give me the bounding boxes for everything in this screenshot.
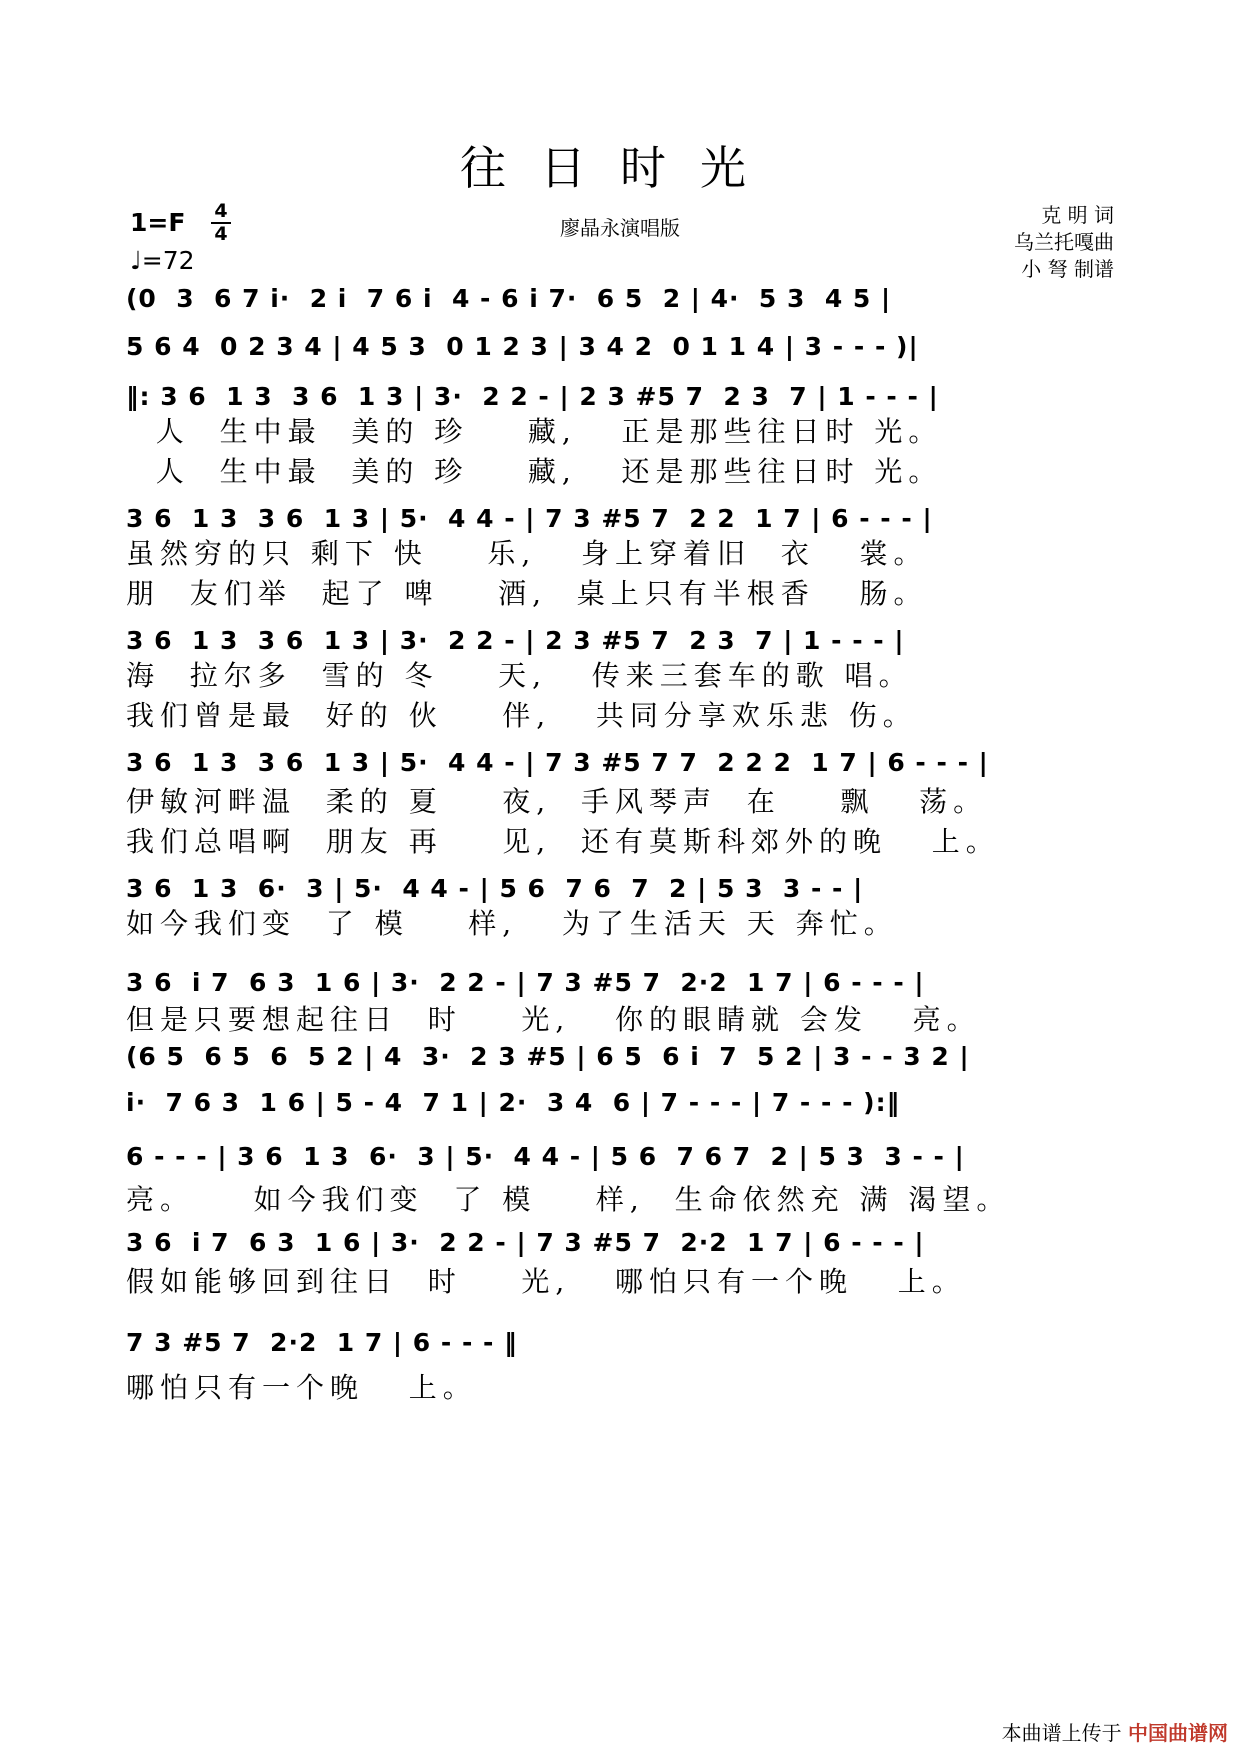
footer-watermark <box>1002 1717 1228 1746</box>
tempo-marking: ♩=72 <box>130 246 195 275</box>
lyric-line: 如今我们变 了 模 样, 为了生活天 天 奔忙。 <box>126 907 898 940</box>
lyricist-credit: 克 明 词 <box>1041 203 1114 227</box>
transcriber-credit: 小 弩 制谱 <box>1021 257 1114 281</box>
lyric-line: 但是只要想起往日 时 光, 你的眼睛就 会发 亮。 <box>126 1003 981 1036</box>
version-subtitle: 廖晶永演唱版 <box>560 216 680 240</box>
notation-line: ‖: 3 6 1 3 3 6 1 3 | 3· 2 2 - | 2 3 #5 7 2 3 7 | 1 - - - | <box>126 382 939 411</box>
lyric-line: 伊敏河畔温 柔的 夏 夜, 手风琴声 在 飘 荡。 <box>126 785 988 818</box>
lyric-line: 我们总唱啊 朋友 再 见, 还有莫斯科郊外的晚 上。 <box>126 825 1000 858</box>
notation-line: i· 7 6 3 1 6 | 5 - 4 7 1 | 2· 3 4 6 | 7 - - - | 7 - - - ):‖ <box>126 1088 901 1117</box>
notation-line: 6 - - - | 3 6 1 3 6· 3 | 5· 4 4 - | 5 6 7 6 7 2 | 5 3 3 - - | <box>126 1142 965 1171</box>
lyric-line: 海 拉尔多 雪的 冬 天, 传来三套车的歌 唱。 <box>126 659 913 692</box>
notation-line: 7 3 #5 7 2·2 1 7 | 6 - - - ‖ <box>126 1328 518 1357</box>
notation-line: 5 6 4 0 2 3 4 | 4 5 3 0 1 2 3 | 3 4 2 0 1 1 4 | 3 - - - )| <box>126 332 919 361</box>
notation-line: 3 6 1 3 3 6 1 3 | 3· 2 2 - | 2 3 #5 7 2 3 7 | 1 - - - | <box>126 626 905 655</box>
song-title: 往日时光 <box>460 141 780 195</box>
lyric-line: 我们曾是最 好的 伙 伴, 共同分享欢乐悲 伤。 <box>126 699 917 732</box>
site-logo-text: 中国曲谱网 <box>1128 1721 1228 1745</box>
lyric-line: 朋 友们举 起了 啤 酒, 桌上只有半根香 肠。 <box>126 577 928 610</box>
composer-credit: 乌兰托嘎曲 <box>1014 230 1114 254</box>
notation-line: 3 6 1 3 6· 3 | 5· 4 4 - | 5 6 7 6 7 2 | 5 3 3 - - | <box>126 874 864 903</box>
notation-line: 3 6 i 7 6 3 1 6 | 3· 2 2 - | 7 3 #5 7 2·2 1 7 | 6 - - - | <box>126 1228 925 1257</box>
notation-line: 3 6 i 7 6 3 1 6 | 3· 2 2 - | 7 3 #5 7 2·2 1 7 | 6 - - - | <box>126 968 925 997</box>
notation-line: 3 6 1 3 3 6 1 3 | 5· 4 4 - | 7 3 #5 7 2 2 1 7 | 6 - - - | <box>126 504 933 533</box>
lyric-line: 虽然穷的只 剩下 快 乐, 身上穿着旧 衣 裳。 <box>126 537 928 570</box>
notation-line: (0 3 6 7 i· 2 i 7 6 i 4 - 6 i 7· 6 5 2 | 4· 5 3 4 5 | <box>126 284 892 313</box>
upload-note: 本曲谱上传于 <box>1001 1721 1122 1745</box>
lyric-line: 亮。 如今我们变 了 模 样, 生命依然充 满 渴望。 <box>126 1183 1011 1216</box>
lyric-line: 人 生中最 美的 珍 藏, 正是那些往日时 光。 <box>126 415 943 448</box>
lyric-line: 假如能够回到往日 时 光, 哪怕只有一个晚 上。 <box>126 1265 966 1298</box>
credits <box>1014 202 1114 283</box>
lyric-line: 哪怕只有一个晚 上。 <box>126 1371 477 1404</box>
notation-line: 3 6 1 3 3 6 1 3 | 5· 4 4 - | 7 3 #5 7 7 2 2 2 1 7 | 6 - - - | <box>126 748 989 777</box>
key-signature: 1=F <box>130 208 186 237</box>
time-numerator: 4 <box>214 200 228 222</box>
lyric-line: 人 生中最 美的 珍 藏, 还是那些往日时 光。 <box>126 455 943 488</box>
time-denominator: 4 <box>214 223 228 245</box>
notation-line: (6 5 6 5 6 5 2 | 4 3· 2 3 #5 | 6 5 6 i 7 5 2 | 3 - - 3 2 | <box>126 1042 970 1071</box>
